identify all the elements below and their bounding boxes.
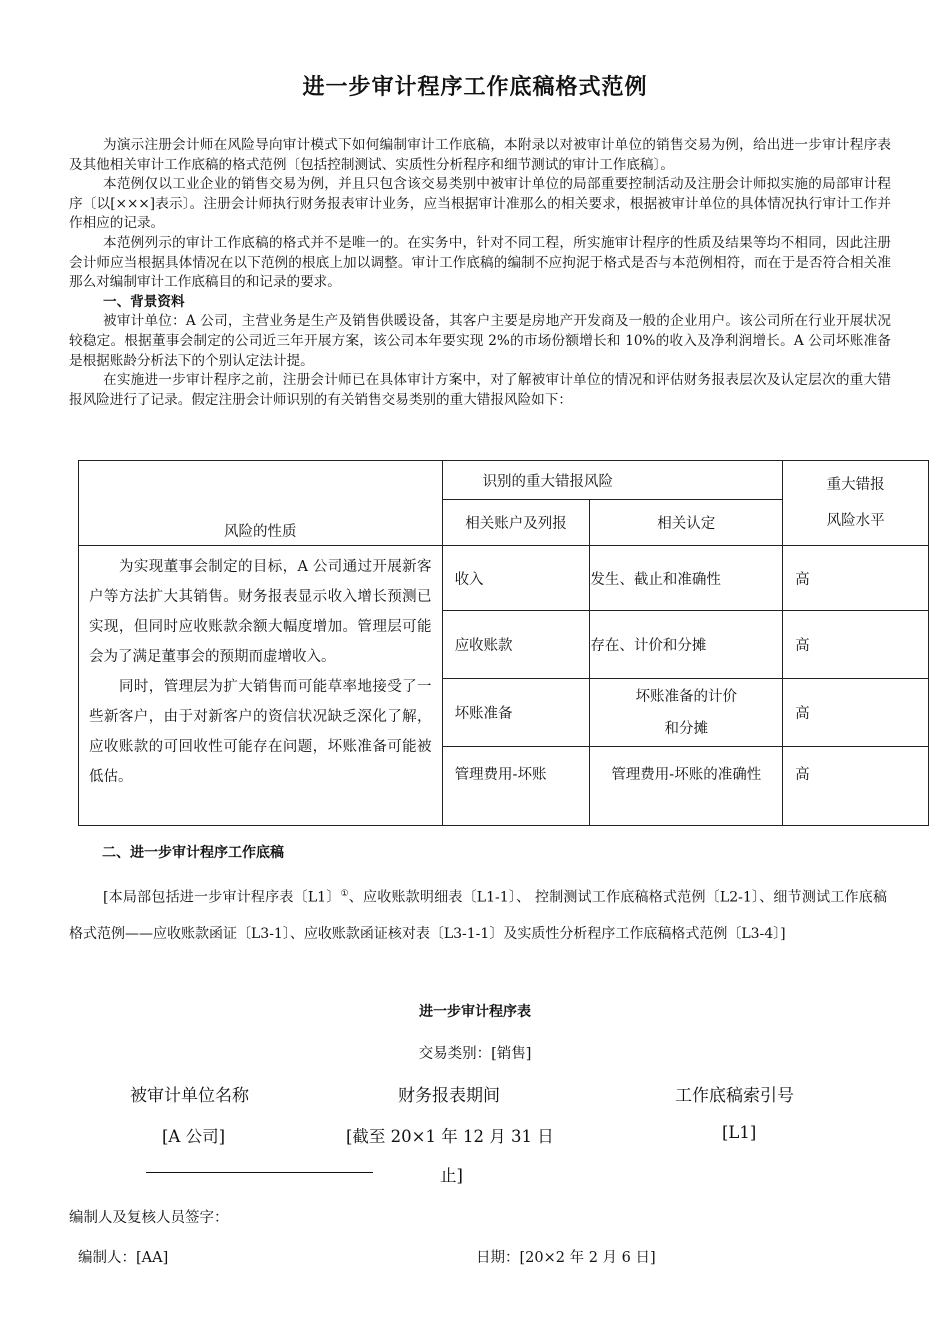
index-label: 工作底稿索引号 xyxy=(675,1086,794,1106)
section2-paragraph: [本局部包括进一步审计程序表〔L1〕①、应收账款明细表〔L1-1〕、 控制测试工作底稿格式范例〔L2-1〕、细节测试工作底稿格式范例——应收账款函证〔L3-1〕、应收账款函证核对表〔L3-1-1〕及实质性分析程序工作底稿格式范例〔L3-4〕] xyxy=(69,889,887,942)
intro-paragraph-4: 被审计单位：A 公司，主营业务是生产及销售供暖设备，其客户主要是房地产开发商及一般的企业用户。该公司所在行业开展状况较稳定。根据董事会制定的公司近三年开展方案，该公司本年要实现 2%的市场份额增长和 10%的收入及净利润增长。A 公司坏账准备是根据账龄分析法下的个别认定法计提。 xyxy=(69,313,891,369)
intro-paragraph-1: 为演示注册会计师在风险导向审计模式下如何编制审计工作底稿，本附录以对被审计单位的销售交易为例，给出进一步审计程序表及其他相关审计工作底稿的格式范例〔包括控制测试、实质性分析程序和细节测试的审计工作底稿〕。 xyxy=(69,137,891,173)
header-identified: 识别的重大错报风险 xyxy=(442,461,783,500)
intro-paragraph-5: 在实施进一步审计程序之前，注册会计师已在具体审计方案中，对了解被审计单位的情况和评估财务报表层次及认定层次的重大错报风险进行了记录。假定注册会计师识别的有关销售交易类别的重大错报风险如下： xyxy=(69,372,891,408)
signature-underline xyxy=(146,1172,373,1173)
risk-nature-description: 为实现董事会制定的目标，A 公司通过开展新客户等方法扩大其销售。财务报表显示收入增长预测已实现，但同时应收账款余额大幅度增加。管理层可能会为了满足董事会的预期而虚增收入。 同时，管理层为扩大销售而可能草率地接受了一些新客户，由于对新客户的资信状况缺乏深化了解，应收账款的可回收性可能存在问题，坏账准备可能被低估。 xyxy=(79,546,443,826)
entity-name-value: [A 公司] xyxy=(162,1127,226,1146)
signature-label: 编制人及复核人员签字： xyxy=(69,1210,229,1226)
period-label: 财务报表期间 xyxy=(398,1086,500,1106)
footnote-marker: ① xyxy=(340,889,349,899)
preparer: 编制人：[AA] xyxy=(78,1250,169,1266)
risk-table xyxy=(78,460,929,826)
row-account-receivable: 应收账款 xyxy=(442,611,590,679)
row-level-baddebt: 高 xyxy=(783,679,929,747)
row-level-revenue: 高 xyxy=(783,546,929,611)
prepared-date: 日期：[20×2 年 2 月 6 日] xyxy=(476,1250,656,1266)
transaction-type: 交易类别：[销售] xyxy=(418,1046,532,1062)
row-account-revenue: 收入 xyxy=(442,546,590,611)
period-value-line2: 止] xyxy=(440,1166,463,1185)
header-assertion: 相关认定 xyxy=(590,500,783,546)
entity-name-label: 被审计单位名称 xyxy=(130,1086,249,1106)
row-account-expense: 管理费用-坏账 xyxy=(442,747,590,826)
header-account: 相关账户及列报 xyxy=(442,500,590,546)
intro-paragraph-2: 本范例仅以工业企业的销售交易为例，并且只包含该交易类别中被审计单位的局部重要控制活动及注册会计师拟实施的局部审计程序〔以[×××]表示〕。注册会计师执行财务报表审计业务，应当根据审计准那么的相关要求，根据被审计单位的具体情况执行审计工作并作相应的记录。 xyxy=(69,176,891,232)
row-assertion-receivable: 存在、计价和分摊 xyxy=(590,611,783,679)
row-level-expense: 高 xyxy=(783,747,929,826)
index-value: [L1] xyxy=(722,1123,757,1142)
period-value-line1: [截至 20×1 年 12 月 31 日 xyxy=(346,1127,554,1146)
row-assertion-expense: 管理费用-坏账的准确性 xyxy=(590,747,783,826)
header-level: 重大错报 风险水平 xyxy=(783,461,929,546)
header-nature: 风险的性质 xyxy=(79,461,443,546)
background-heading: 一、背景资料 xyxy=(103,293,185,310)
program-title: 进一步审计程序表 xyxy=(419,1004,531,1020)
page-title: 进一步审计程序工作底稿格式范例 xyxy=(302,75,648,100)
section2-heading: 二、进一步审计程序工作底稿 xyxy=(102,845,284,861)
intro-section xyxy=(69,136,891,410)
intro-paragraph-3: 本范例列示的审计工作底稿的格式并不是唯一的。在实务中，针对不同工程，所实施审计程序的性质及结果等均不相同，因此注册会计师应当根据具体情况在以下范例的根底上加以调整。审计工作底稿的编制不应拘泥于格式是否与本范例相符，而在于是否符合相关准那么对编制审计工作底稿目的和记录的要求。 xyxy=(69,234,891,291)
row-account-baddebt: 坏账准备 xyxy=(442,679,590,747)
row-level-receivable: 高 xyxy=(783,611,929,679)
row-assertion-baddebt: 坏账准备的计价 和分摊 xyxy=(590,679,783,747)
row-assertion-revenue: 发生、截止和准确性 xyxy=(590,546,783,611)
